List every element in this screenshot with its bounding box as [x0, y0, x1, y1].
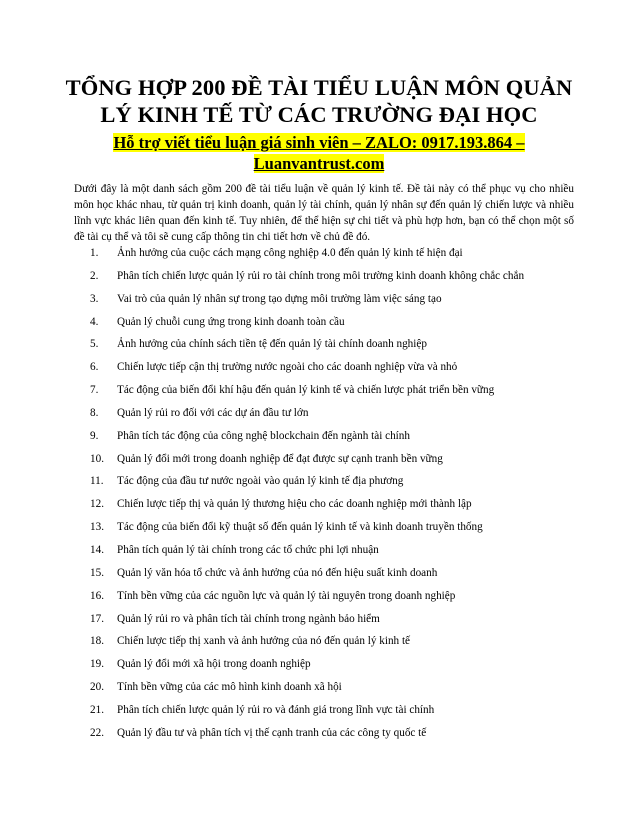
list-item	[90, 428, 590, 451]
list-item-number: 6.	[90, 361, 99, 374]
list-item-text: Phân tích chiến lược quản lý rủi ro tài chính trong môi trường kinh doanh không chắc chắn	[117, 269, 525, 282]
list-item-number: 8.	[90, 406, 99, 419]
list-item	[90, 245, 590, 268]
list-item-text: Quản lý văn hóa tổ chức và ảnh hưởng của nó đến hiệu suất kinh doanh	[117, 566, 438, 579]
title-line-2: LÝ KINH TẾ TỪ CÁC TRƯỜNG ĐẠI HỌC	[100, 102, 538, 127]
list-item	[90, 633, 590, 656]
list-item	[90, 725, 590, 748]
list-item-number: 3.	[90, 292, 99, 305]
list-item-text: Tính bền vững của các mô hình kinh doanh xã hội	[117, 681, 342, 694]
list-item	[90, 314, 590, 337]
list-item-number: 12.	[90, 498, 104, 511]
list-item-text: Quản lý đổi mới xã hội trong doanh nghiệp	[117, 658, 311, 671]
list-item-number: 22.	[90, 726, 104, 739]
list-item	[90, 656, 590, 679]
document-subtitle	[60, 132, 578, 174]
list-item	[90, 496, 590, 519]
list-item-text: Phân tích chiến lược quản lý rủi ro và đánh giá trong lĩnh vực tài chính	[117, 703, 435, 716]
list-item-number: 5.	[90, 338, 99, 351]
list-item-text: Tác động của biến đổi kỹ thuật số đến quản lý kinh tế và kinh doanh truyền thống	[117, 521, 483, 534]
list-item-number: 14.	[90, 543, 104, 556]
list-item-number: 21.	[90, 703, 104, 716]
list-item-number: 18.	[90, 635, 104, 648]
list-item	[90, 542, 590, 565]
list-item	[90, 359, 590, 382]
list-item-number: 4.	[90, 315, 99, 328]
list-item-number: 15.	[90, 566, 104, 579]
subtitle-line-2: Luanvantrust.com	[253, 154, 385, 173]
list-item-number: 16.	[90, 589, 104, 602]
list-item-text: Vai trò của quản lý nhân sự trong tạo dựng môi trường làm việc sáng tạo	[117, 292, 442, 305]
list-item-number: 1.	[90, 247, 99, 259]
list-item-text: Quản lý chuỗi cung ứng trong kinh doanh toàn cầu	[117, 315, 345, 328]
list-item-text: Quản lý rủi ro và phân tích tài chính trong ngành bảo hiểm	[117, 612, 380, 625]
list-item	[90, 382, 590, 405]
list-item-text: Chiến lược tiếp thị xanh và ảnh hưởng của nó đến quản lý kinh tế	[117, 635, 411, 648]
list-item	[90, 702, 590, 725]
list-item-number: 10.	[90, 452, 104, 465]
document-title	[40, 74, 598, 128]
list-item-text: Chiến lược tiếp cận thị trường nước ngoài cho các doanh nghiệp vừa và nhỏ	[117, 361, 458, 374]
list-item	[90, 473, 590, 496]
list-item	[90, 519, 590, 542]
list-item-number: 2.	[90, 269, 99, 282]
list-item	[90, 679, 590, 702]
list-item-number: 7.	[90, 384, 99, 397]
list-item-text: Quản lý rủi ro đối với các dự án đầu tư lớn	[117, 406, 309, 419]
list-item	[90, 336, 590, 359]
list-item-text: Phân tích tác động của công nghệ blockchain đến ngành tài chính	[117, 429, 410, 442]
list-item-number: 11.	[90, 475, 104, 488]
list-item	[90, 611, 590, 634]
list-item-text: Phân tích quản lý tài chính trong các tổ chức phi lợi nhuận	[117, 543, 379, 556]
list-item	[90, 565, 590, 588]
title-line-1: TỔNG HỢP 200 ĐỀ TÀI TIỂU LUẬN MÔN QUẢN	[65, 75, 573, 100]
list-item	[90, 588, 590, 611]
list-item-text: Ảnh hưởng của chính sách tiền tệ đến quản lý tài chính doanh nghiệp	[117, 338, 427, 351]
list-item-text: Ảnh hưởng của cuộc cách mạng công nghiệp 4.0 đến quản lý kinh tế hiện đại	[117, 247, 463, 259]
intro-paragraph: Dưới đây là một danh sách gồm 200 đề tài tiểu luận về quản lý kinh tế. Đề tài này có thể phục vụ cho nhiều môn học khác nhau, từ quản trị kinh doanh, quản lý tài chính, quản lý nhân sự đến quản lý chiến lược và nhiều lĩnh vực khác liên quan đến kinh tế. Tuy nhiên, để thể hiện sự chi tiết và phù hợp hơn, bạn có thể chọn một số đề tài cụ thể và tôi sẽ cung cấp thông tin chi tiết hơn về chủ đề đó.	[74, 183, 574, 243]
list-item-text: Chiến lược tiếp thị và quản lý thương hiệu cho các doanh nghiệp mới thành lập	[117, 498, 472, 511]
topic-list	[90, 245, 590, 748]
list-item-number: 17.	[90, 612, 104, 625]
list-item-number: 9.	[90, 429, 99, 442]
list-item-text: Quản lý đổi mới trong doanh nghiệp để đạt được sự cạnh tranh bền vững	[117, 452, 443, 465]
list-item-text: Tác động của đầu tư nước ngoài vào quản lý kinh tế địa phương	[117, 475, 404, 488]
list-item-number: 13.	[90, 521, 104, 534]
list-item-text: Quản lý đầu tư và phân tích vị thế cạnh tranh của các công ty quốc tế	[117, 726, 427, 739]
list-item-number: 19.	[90, 658, 104, 671]
list-item-text: Tác động của biến đổi khí hậu đến quản lý kinh tế và chiến lược phát triển bền vững	[117, 384, 495, 397]
list-item-text: Tính bền vững của các nguồn lực và quản lý tài nguyên trong doanh nghiệp	[117, 589, 456, 602]
list-item-number: 20.	[90, 681, 104, 694]
list-item	[90, 291, 590, 314]
list-item	[90, 268, 590, 291]
subtitle-line-1: Hỗ trợ viết tiểu luận giá sinh viên – ZALO: 0917.193.864 –	[113, 133, 525, 152]
list-item	[90, 405, 590, 428]
list-item	[90, 451, 590, 474]
